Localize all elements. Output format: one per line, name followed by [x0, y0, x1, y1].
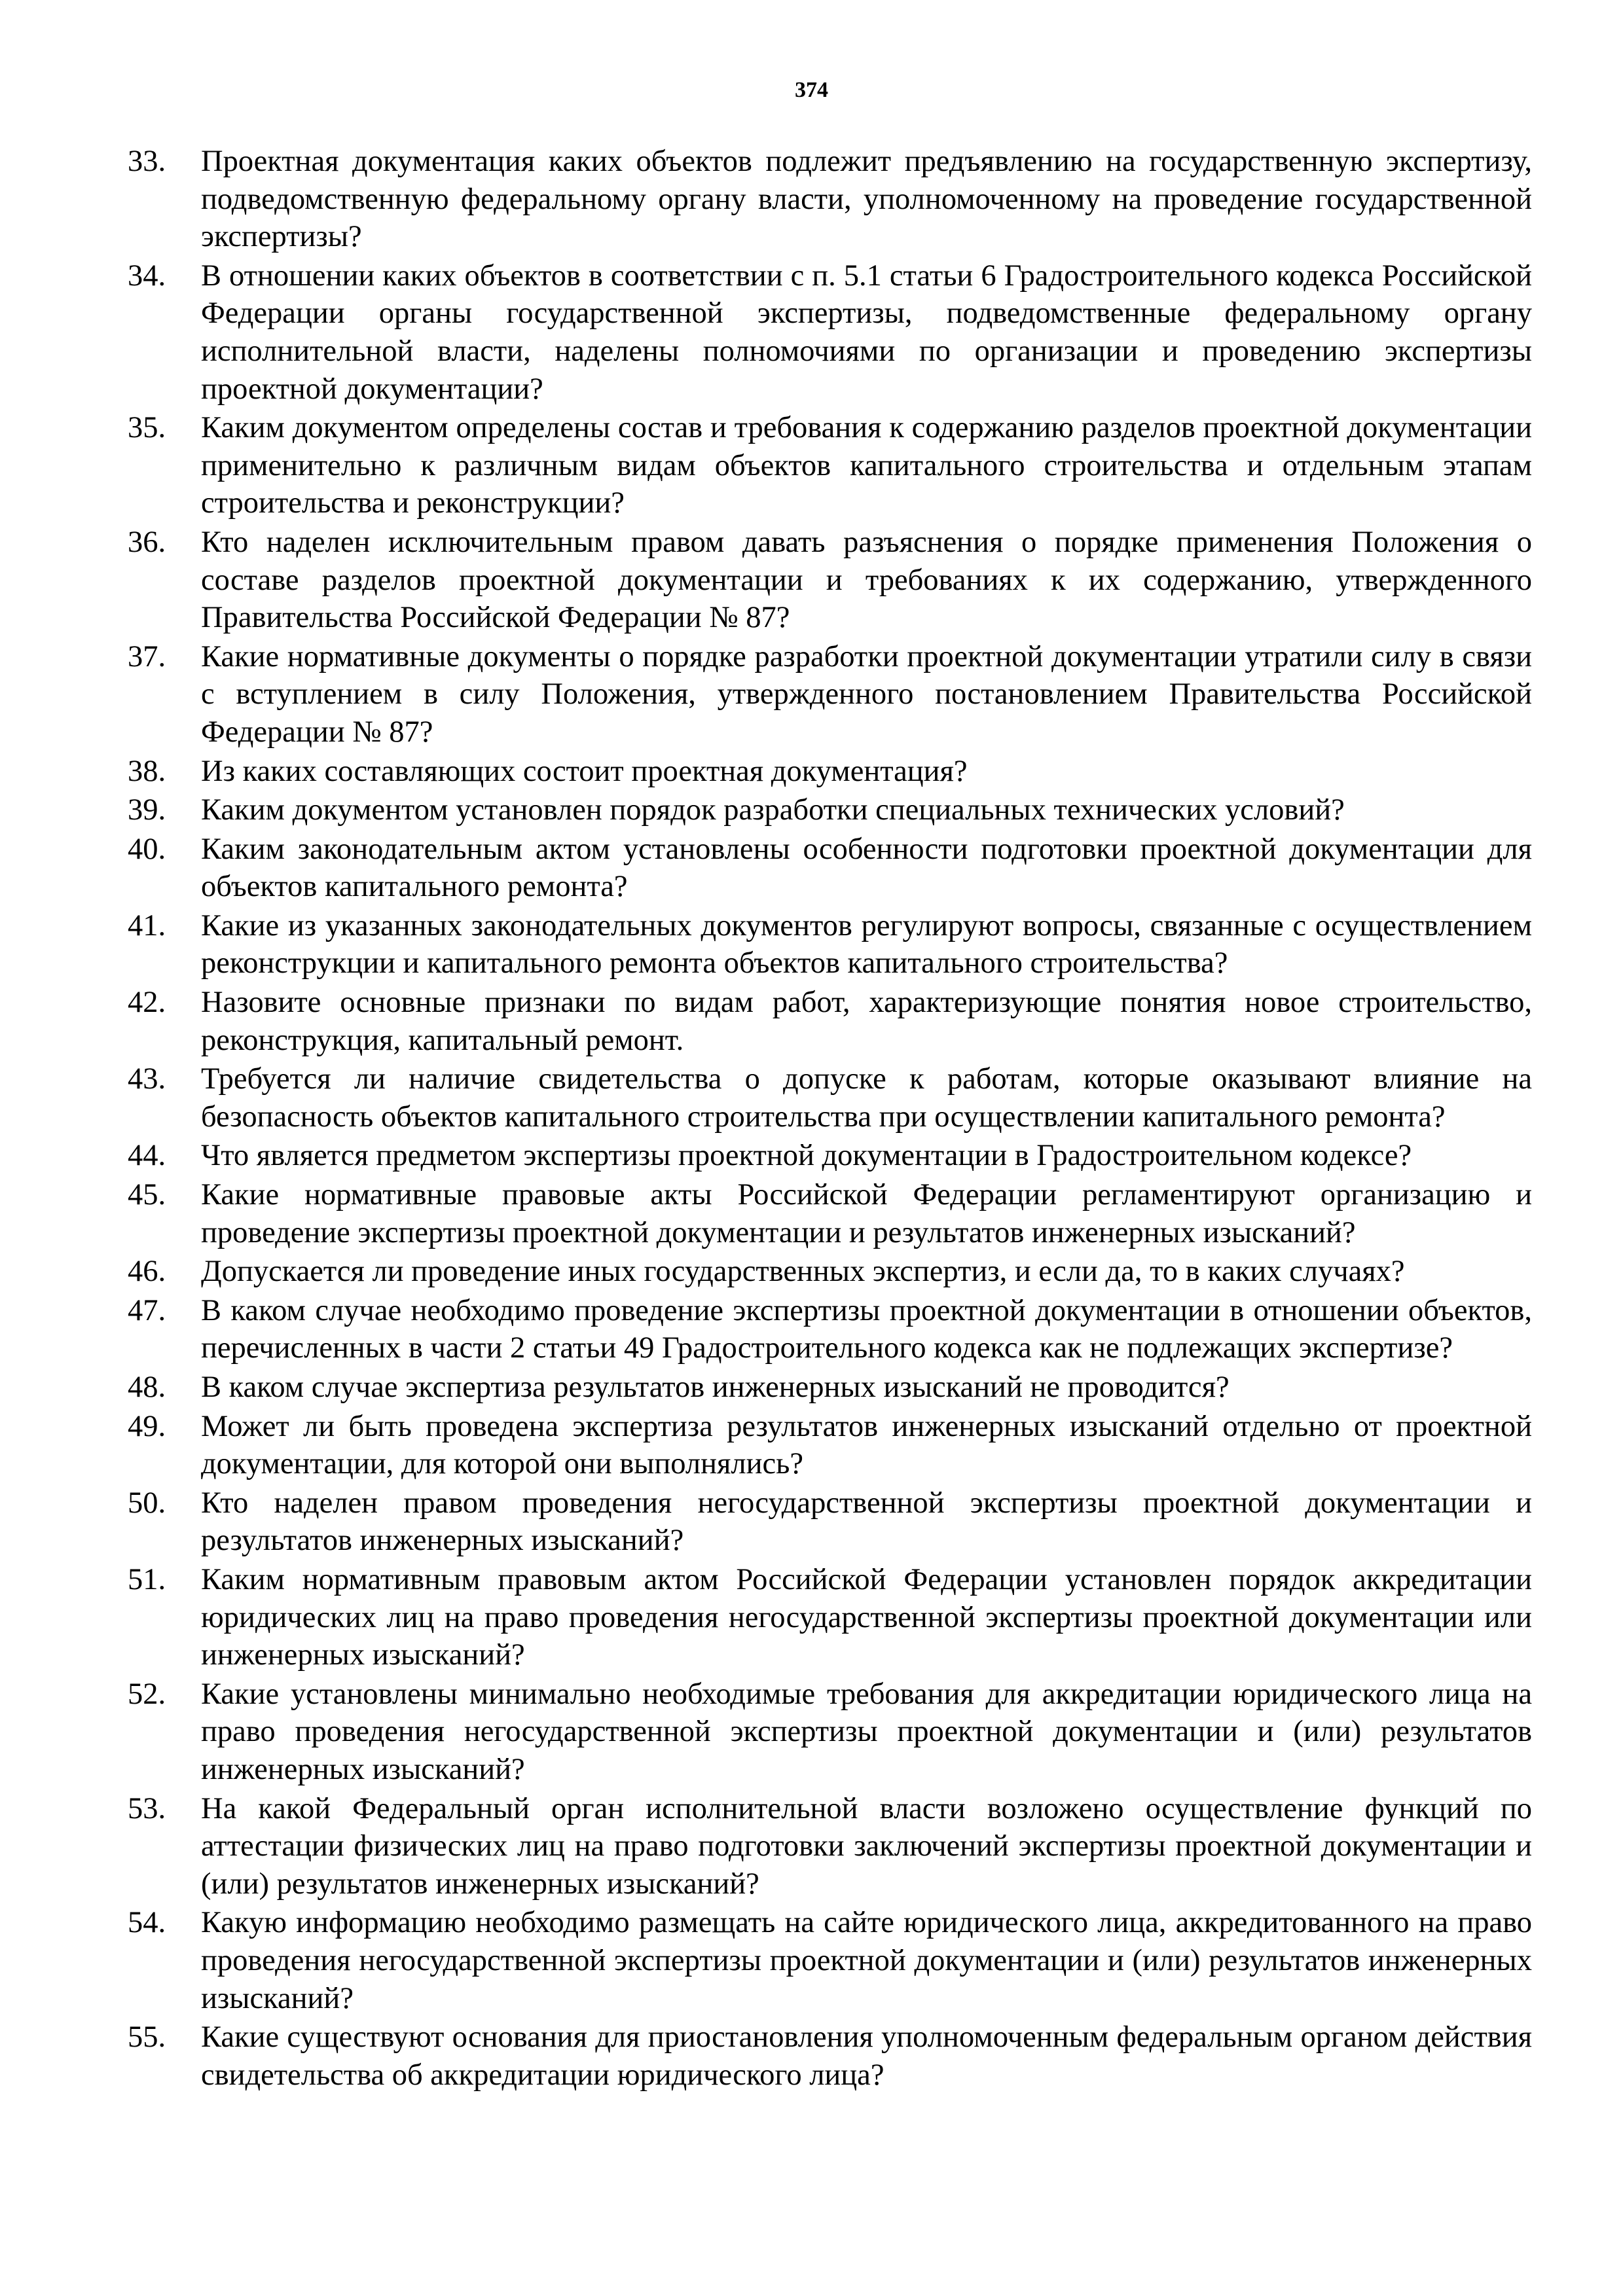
question-text: В каком случае экспертиза результатов инженерных изысканий не проводится?: [201, 1371, 1230, 1404]
question-text: Требуется ли наличие свидетельства о допуске к работам, которые оказывают влияние на безопасность объектов капитального строительства при осуществлении капитального ремонта?: [201, 1062, 1532, 1134]
list-item-54: [128, 1904, 1532, 2017]
question-number: 35.: [128, 411, 166, 445]
question-number: 53.: [128, 1791, 166, 1825]
question-text: Что является предметом экспертизы проектной документации в Градостроительном кодексе?: [201, 1139, 1412, 1173]
page-number: 374: [795, 78, 828, 102]
question-number: 55.: [128, 2020, 166, 2054]
question-text: Какие из указанных законодательных документов регулируют вопросы, связанные с осуществлением реконструкции и капитального ремонта объектов капитального строительства?: [201, 908, 1532, 980]
question-text: Может ли быть проведена экспертиза результатов инженерных изысканий отдельно от проектной документации, для которой они выполнялись?: [201, 1409, 1532, 1481]
question-number: 49.: [128, 1409, 166, 1443]
list-item-42: [128, 984, 1532, 1059]
list-item-51: [128, 1561, 1532, 1674]
question-number: 46.: [128, 1255, 166, 1289]
list-item-36: [128, 524, 1532, 637]
question-number: 50.: [128, 1486, 166, 1520]
question-text: Каким законодательным актом установлены особенности подготовки проектной документации для объектов капитального ремонта?: [201, 832, 1532, 904]
question-text: Назовите основные признаки по видам работ, характеризующие понятия новое строительство, реконструкция, капитальный ремонт.: [201, 986, 1532, 1057]
question-number: 34.: [128, 259, 166, 293]
question-number: 36.: [128, 525, 166, 559]
list-item-46: [128, 1253, 1532, 1291]
question-text: На какой Федеральный орган исполнительной власти возложено осуществление функций по аттестации физических лиц на право подготовки заключений экспертизы проектной документации и (или) результатов инженерных изысканий?: [201, 1791, 1532, 1901]
question-text: В отношении каких объектов в соответствии с п. 5.1 статьи 6 Градостроительного кодекса Российской Федерации органы государственной экспертизы, подведомственные федеральному органу исполнительной власти, наделены полномочиями по организации и проведению экспертизы проектной документации?: [201, 259, 1532, 406]
question-number: 48.: [128, 1371, 166, 1404]
list-item-55: [128, 2018, 1532, 2094]
list-item-53: [128, 1790, 1532, 1903]
question-text: Какую информацию необходимо размещать на сайте юридического лица, аккредитованного на право проведения негосударственной экспертизы проектной документации и (или) результатов инженерных изысканий?: [201, 1906, 1532, 2015]
list-item-43: [128, 1060, 1532, 1136]
question-number: 43.: [128, 1062, 166, 1096]
question-text: Каким документом установлен порядок разработки специальных технических условий?: [201, 793, 1345, 827]
list-item-40: [128, 831, 1532, 906]
question-number: 37.: [128, 639, 166, 673]
question-text: Из каких составляющих состоит проектная документация?: [201, 754, 968, 788]
question-text: Какие существуют основания для приостановления уполномоченным федеральным органом действия свидетельства об аккредитации юридического лица?: [201, 2020, 1532, 2092]
list-item-37: [128, 638, 1532, 751]
question-text: Какие установлены минимально необходимые требования для аккредитации юридического лица на право проведения негосударственной экспертизы проектной документации и (или) результатов инженерных изысканий?: [201, 1677, 1532, 1786]
question-text: Какие нормативные правовые акты Российской Федерации регламентируют организацию и проведение экспертизы проектной документации и результатов инженерных изысканий?: [201, 1178, 1532, 1249]
question-number: 41.: [128, 908, 166, 942]
list-item-39: [128, 791, 1532, 829]
question-text: Кто наделен исключительным правом давать разъяснения о порядке применения Положения о составе разделов проектной документации и требованиях к их содержанию, утвержденного Правительства Российской Федерации № 87?: [201, 525, 1532, 635]
question-number: 33.: [128, 145, 166, 178]
question-text: Кто наделен правом проведения негосударственной экспертизы проектной документации и результатов инженерных изысканий?: [201, 1486, 1532, 1558]
list-item-38: [128, 753, 1532, 791]
question-number: 52.: [128, 1677, 166, 1711]
question-number: 44.: [128, 1139, 166, 1173]
question-text: Проектная документация каких объектов подлежит предъявлению на государственную экспертизу, подведомственную федеральному органу власти, уполномоченному на проведение государственной экспертизы?: [201, 145, 1532, 254]
list-item-52: [128, 1676, 1532, 1789]
question-text: Какие нормативные документы о порядке разработки проектной документации утратили силу в связи с вступлением в силу Положения, утвержденного постановлением Правительства Российской Федерации № 87?: [201, 639, 1532, 749]
list-item-50: [128, 1484, 1532, 1560]
question-number: 42.: [128, 986, 166, 1020]
list-item-44: [128, 1137, 1532, 1175]
question-number: 45.: [128, 1178, 166, 1212]
question-text: В каком случае необходимо проведение экспертизы проектной документации в отношении объектов, перечисленных в части 2 статьи 49 Градостроительного кодекса как не подлежащих экспертизе?: [201, 1293, 1532, 1365]
list-item-33: [128, 143, 1532, 256]
question-number: 47.: [128, 1293, 166, 1327]
question-text: Допускается ли проведение иных государственных экспертиз, и если да, то в каких случаях?: [201, 1255, 1405, 1289]
question-number: 54.: [128, 1906, 166, 1940]
question-number: 39.: [128, 793, 166, 827]
question-number: 51.: [128, 1562, 166, 1596]
question-text: Каким нормативным правовым актом Российской Федерации установлен порядок аккредитации юридических лиц на право проведения негосударственной экспертизы проектной документации или инженерных изысканий?: [201, 1562, 1532, 1672]
list-item-41: [128, 907, 1532, 982]
list-item-35: [128, 409, 1532, 522]
question-text: Каким документом определены состав и требования к содержанию разделов проектной документации применительно к различным видам объектов капитального строительства и отдельным этапам строительства и реконструкции?: [201, 411, 1532, 520]
list-item-49: [128, 1408, 1532, 1483]
list-item-45: [128, 1176, 1532, 1251]
list-item-34: [128, 257, 1532, 408]
question-number: 40.: [128, 832, 166, 866]
list-item-48: [128, 1369, 1532, 1407]
question-list: [128, 143, 1532, 2095]
list-item-47: [128, 1292, 1532, 1367]
question-number: 38.: [128, 754, 166, 788]
